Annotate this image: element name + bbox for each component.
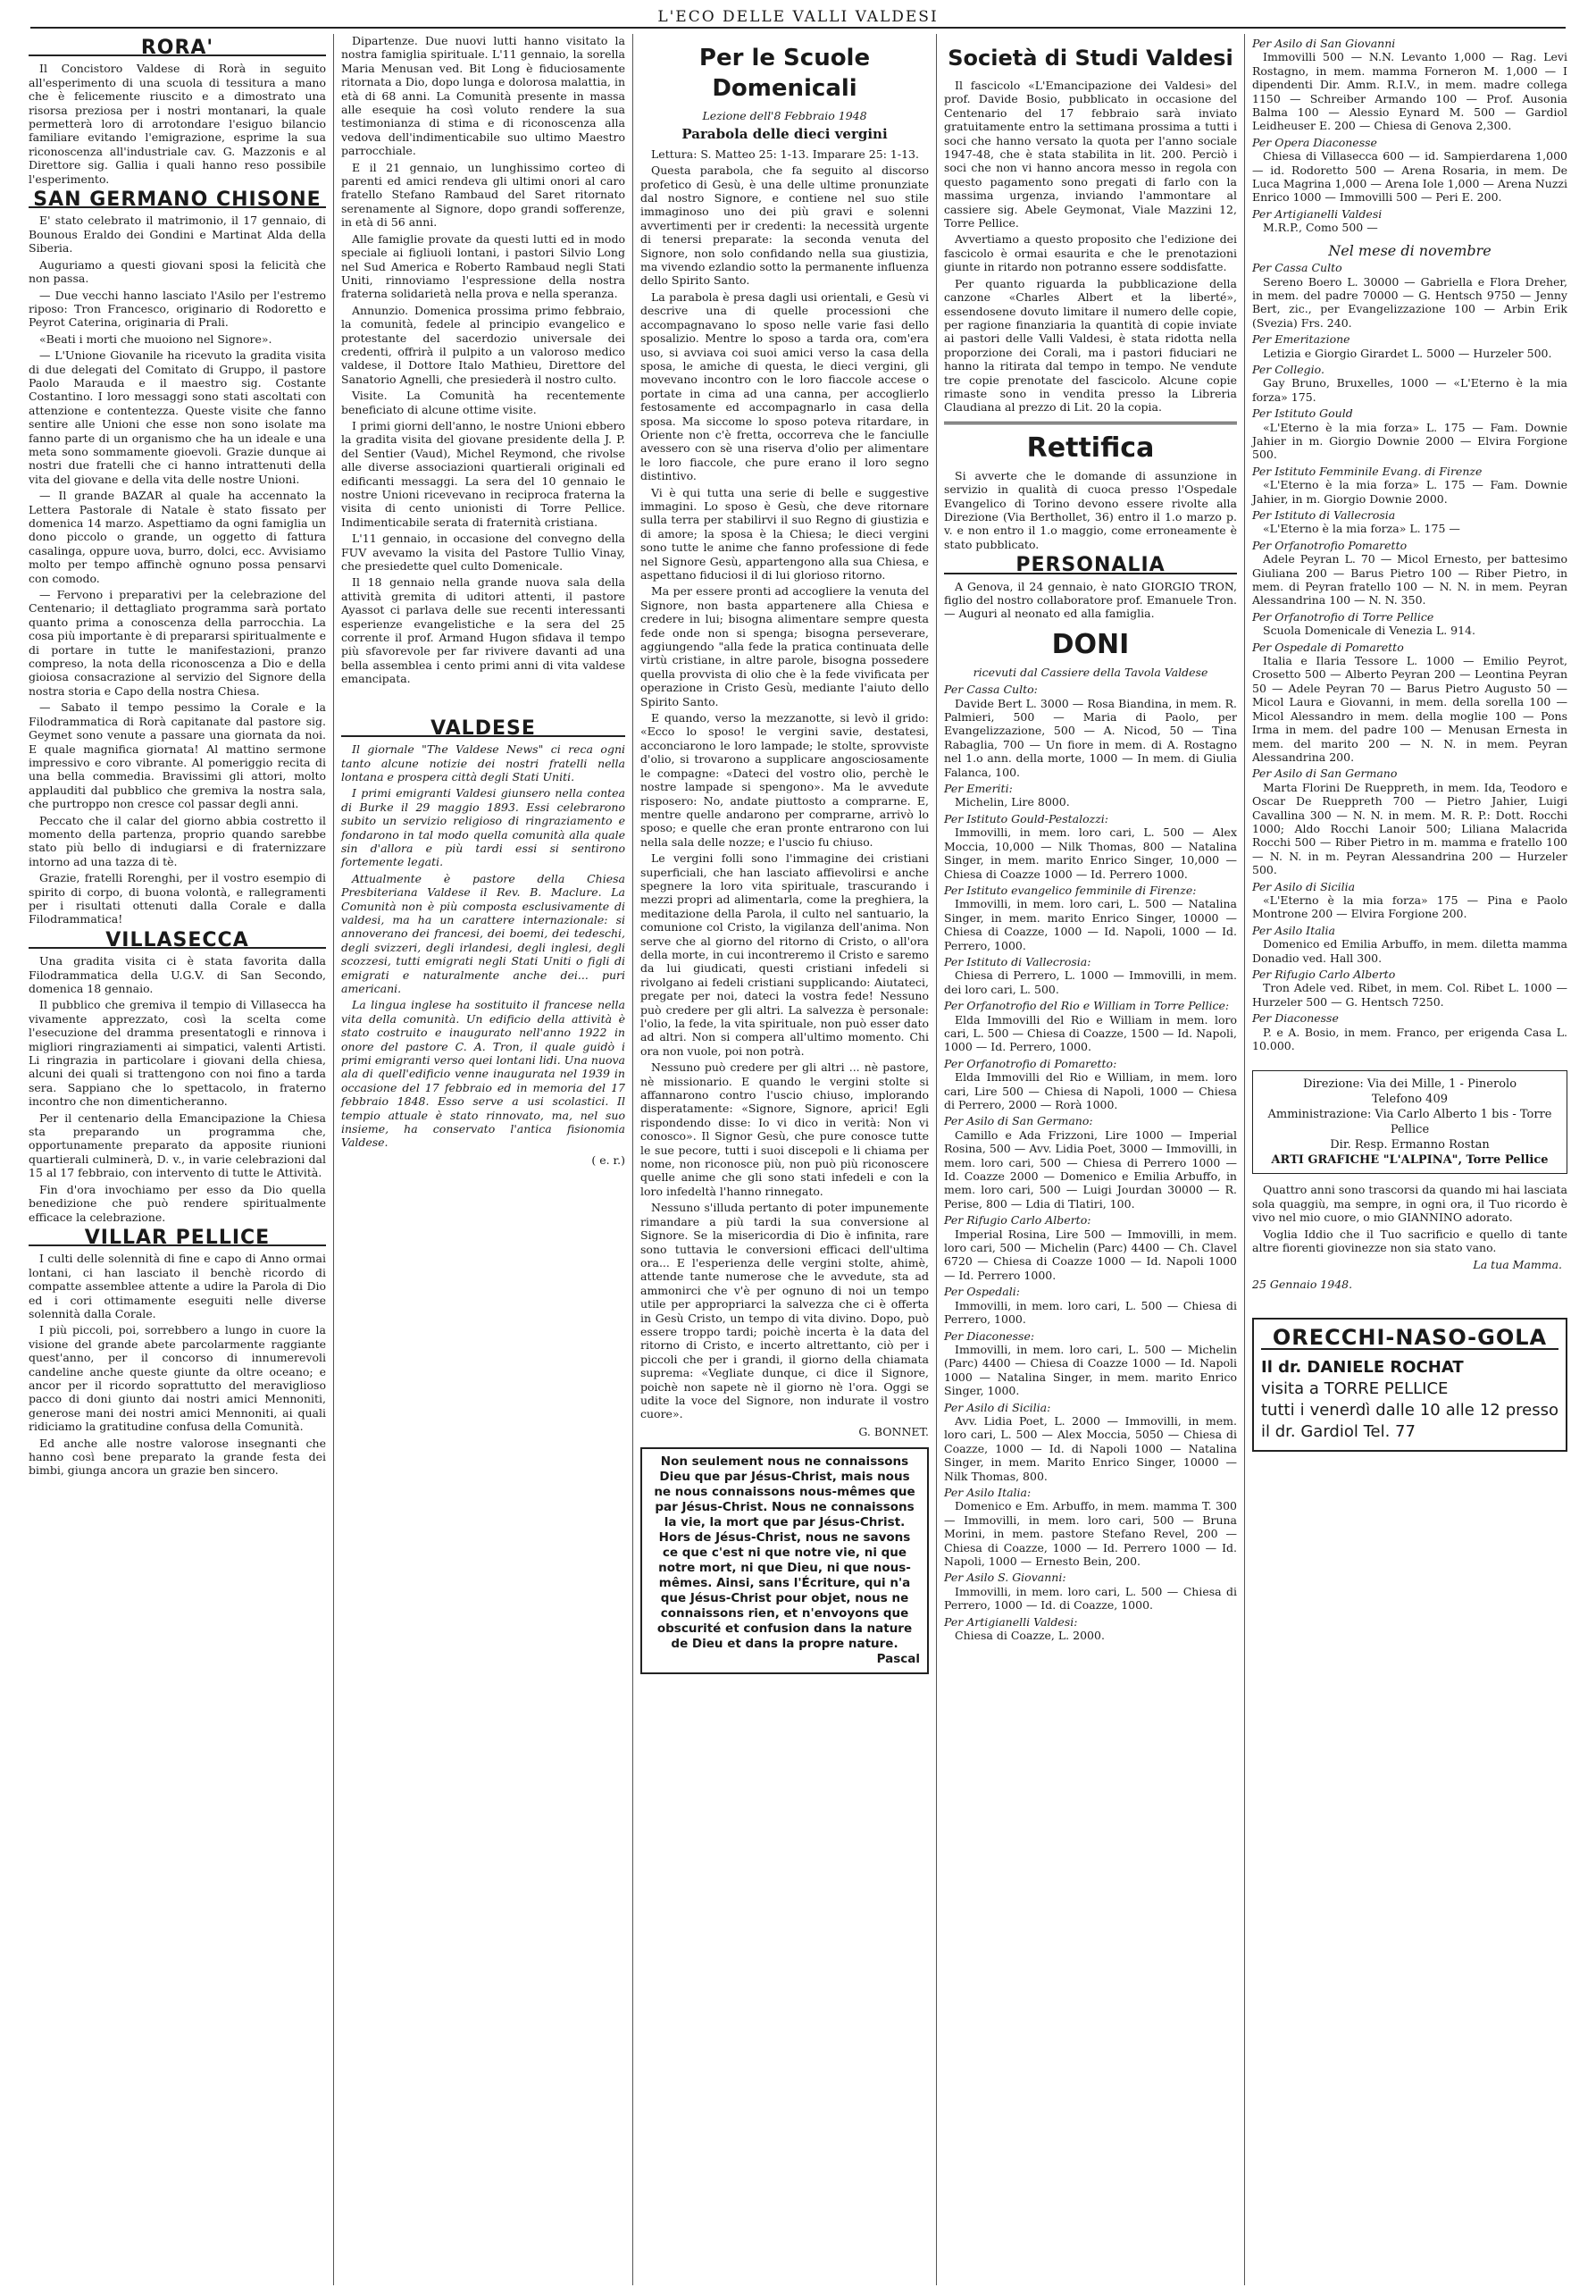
- donation-list: Imperial Rosina, Lire 500 — Immovilli, in mem. loro cari, 500 — Michelin (Parc) 4400 — Ch. Clavel 6720 — Chiesa di Coazze 1000 — Id. Napoli 1000 — Id. Perrero 1000.: [944, 1227, 1237, 1282]
- donation-list: Chiesa di Perrero, L. 1000 — Immovilli, in mem. dei loro cari, L. 500.: [944, 968, 1237, 996]
- pascal-author: Pascal: [876, 1652, 920, 1667]
- donation-list: Immovilli 500 — N.N. Levanto 1,000 — Rag. Levi Rostagno, in mem. mamma Forneron M. 1,000 — I dipendenti Dir. Amm. R.I.V., in mem. madre collega 1150 — Schreiber Armando 100 — Prof. Ausonia Balma 100 — Alessio Eynard M. 500 — Gardiol Leidheuser E. 200 — Chiesa di Genova 2,300.: [1252, 50, 1567, 133]
- donation-category: Per Diaconesse: [1252, 1011, 1339, 1026]
- donation-list: Camillo e Ada Frizzoni, Lire 1000 — Imperial Rosina, 500 — Avv. Lidia Poet, 3000 — Immovilli, in mem. loro cari, 500 — Chiesa di Perrero 1000 — Id. Coazze 2000 — Domenico e Emilia Arbuffo, in mem. loro cari, 500 — Luigi Jourdan 30000 — R. Perise, 800 — Ldia di Tlatiri, 100.: [944, 1127, 1237, 1211]
- paragraph: — Sabato il tempo pessimo la Corale e la Filodrammatica di Rorà capitanate dal pastore sig. Geymet sono venute a passare una giornata da noi. E quale magnifica giornata! Al mattino sermone impressivo e coro vibrante. Al pomeriggio recita di una bella commedia. Bravissimi gli attori, molto applauditi dal pubblico che gremiva la nostra sala, che purtroppo non cresce col passar degli anni.: [29, 700, 326, 811]
- villarpellice-heading: VILLAR PELLICE: [29, 1231, 326, 1246]
- villasecca-body: [29, 954, 326, 1224]
- paragraph: I primi emigranti Valdesi giunsero nella contea di Burke il 29 maggio 1893. Essi celebrarono subito un servizio religioso di ringraziamento e fondarono in tal modo quella comunità alla quale sin d'allora e più tardi essi si sentirono fortemente legati.: [341, 786, 625, 869]
- lesson-author: G. BONNET.: [858, 1424, 929, 1438]
- sangermano-heading: SAN GERMANO CHISONE: [29, 193, 326, 208]
- donation-list: Michelin, Lire 8000.: [955, 795, 1070, 809]
- paragraph: Ma per essere pronti ad accogliere la venuta del Signore, non basta appartenere alla Chiesa e credere in lui; bisogna alimentare sempre questa fede onde non si spenga; bisogna perseverare, aggiungendo "alla fede la pratica continuata delle virtù cristiane, in altre parole, bisogna possedere quella provvista di olio che è la fede vivificata per operazione in Cristo Gesù, mediante l'aiuto dello Spirito Santo.: [640, 584, 929, 708]
- paragraph: Il pubblico che gremiva il tempio di Villasecca ha vivamente apprezzato, così la scelta come l'esecuzione del dramma presentatogli e rinnova i migliori ringraziamenti ai simpatici, valenti Artisti. Li ringrazia in particolare i giovani della chiesa, alcuni dei quali si trattengono con noi fino a tarda sera. Sappiano che lo spettacolo, in fraterno incontro che non dimenticheranno.: [29, 998, 326, 1109]
- paragraph: Il fascicolo «L'Emancipazione dei Valdesi» del prof. Davide Bosio, pubblicato in occasione del Centenario del 17 febbraio sarà inviato gratuitamente entro la settimana prossima a tutti i soci che hanno versato la quota per l'anno sociale 1947-48, che è stata stabilita in lit. 200. Perciò i soci che non vi hanno ancora messo in regola con questo pagamento sono pregati di farlo con la massima urgenza, inviando l'ammontare al cassiere sig. Abele Geymonat, Viale Mazzini 12, Torre Pellice.: [944, 79, 1237, 230]
- paragraph: Fin d'ora invochiamo per esso da Dio quella benedizione che può rendere spiritualmente efficace la celebrazione.: [29, 1182, 326, 1224]
- donation-category: Per Istituto Gould-Pestalozzi:: [944, 811, 1108, 825]
- column-4: [937, 34, 1245, 2285]
- donations-top: [1252, 37, 1567, 235]
- donation-category: Per Asilo di San Germano:: [944, 1114, 1093, 1128]
- paragraph: Annunzio. Domenica prossima primo febbraio, la comunità, fedele al principio evangelico e protestante del sacerdozio universale dei credenti, offrirà il pulpito a un valoroso medico valdese, il Dottore Italo Mathieu, Direttore del Sanatorio Agnelli, che presiederà il nostro culto.: [341, 303, 625, 386]
- personalia-heading: PERSONALIA: [944, 558, 1237, 574]
- lesson-reading: Lettura: S. Matteo 25: 1-13. Imparare 25: 1-13.: [651, 147, 919, 161]
- paragraph: E' stato celebrato il matrimonio, il 17 gennaio, di Bounous Eraldo dei Gondini e Martinat Alda della Siberia.: [29, 214, 326, 256]
- pascal-quote: Non seulement nous ne connaissons Dieu que par Jésus-Christ, mais nous ne nous connaissons nous-mêmes que par Jésus-Christ. Nous ne connaissons la vie, la mort que par Jésus-Christ. Hors de Jésus-Christ, nous ne savons ce que c'est ni que notre vie, ni que notre mort, ni que Dieu, ni que nous-mêmes. Ainsi, sans l'Écriture, qui n'a que Jésus-Christ pour objet, nous ne connaissons rien, et n'envoyons que obscurité et confusion dans la nature de Dieu et dans la propre nature.: [654, 1454, 915, 1652]
- valdese-heading: VALDESE: [341, 722, 625, 737]
- donation-category: Per Artigianelli Valdesi:: [944, 1614, 1078, 1629]
- donation-category: Per Asilo S. Giovanni:: [944, 1571, 1066, 1585]
- paragraph: E il 21 gennaio, un lunghissimo corteo di parenti ed amici rendeva gli ultimi onori al caro fratello Stefano Rambaud del Saret ritornato serenamente al Signore, dopo grandi sofferenze, in età di 56 anni.: [341, 160, 625, 230]
- paragraph: — L'Unione Giovanile ha ricevuto la gradita visita di due delegati del Comitato di Gruppo, il pastore Paolo Marauda e il maestro sig. Costante Costantino. I loro messaggi sono stati ascoltati con attenzione e contentezza. Queste visite che fanno sentire alle Unioni che esse non sono isolate ma fanno parte di un organismo che ha un ideale e una meta sono sommamente gioevoli. Grazie dunque ai nostri due fratelli che ci hanno intrattenuti della vita del giovane e della vita delle nostre Unioni.: [29, 348, 326, 486]
- donation-list: P. e A. Bosio, in mem. Franco, per erigenda Casa L. 10.000.: [1252, 1025, 1567, 1053]
- ad-doctor: Il dr. DANIELE ROCHAT: [1261, 1358, 1464, 1378]
- donation-category: Per Istituto di Vallecrosia:: [944, 954, 1091, 968]
- donation-category: Per Cassa Culto: [1252, 261, 1342, 275]
- printer: ARTI GRAFICHE "L'ALPINA", Torre Pellice: [1271, 1153, 1549, 1168]
- donation-category: Per Istituto evangelico femminile di Firenze:: [944, 883, 1197, 897]
- ad-title: ORECCHI-NASO-GOLA: [1261, 1327, 1558, 1350]
- donation-category: Per Istituto Gould: [1252, 406, 1353, 421]
- column-1: [21, 34, 334, 2285]
- donation-list: Gay Bruno, Bruxelles, 1000 — «L'Eterno è la mia forza» 175.: [1252, 376, 1567, 404]
- villar-continued-body: [341, 34, 625, 686]
- donation-list: «L'Eterno è la mia forza» L. 175 —: [1263, 522, 1460, 536]
- column-3: [633, 34, 937, 2285]
- valdese-author: ( e. r.): [591, 1152, 625, 1167]
- donation-list: Letizia e Giorgio Girardet L. 5000 — Hurzeler 500.: [1263, 346, 1552, 360]
- paragraph: Avvertiamo a questo proposito che l'edizione dei fascicolo è ormai esaurita e che le prenotazioni giunte in ritardo non potranno essere soddisfatte.: [944, 232, 1237, 274]
- donation-category: Per Opera Diaconesse: [1252, 135, 1377, 149]
- memorial-text: Quattro anni sono trascorsi da quando mi hai lasciata sola quaggiù, ma sempre, in ogni ora, il Tuo ricordo è vivo nel mio cuore, o mio GIANNINO adorato.: [1252, 1183, 1567, 1225]
- rora-heading: RORA': [29, 41, 326, 56]
- donation-list: Sereno Boero L. 30000 — Gabriella e Flora Dreher, in mem. del padre 70000 — G. Hentsch 9750 — Jenny Bert, zic., per Evangelizzazione 100 — Arbin Erik (Svezia) Frs. 240.: [1252, 274, 1567, 330]
- donation-list: Domenico e Em. Arbuffo, in mem. mamma T. 300 — Immovilli, in mem. loro cari, 500 — Bruna Morini, in mem. pastore Stefano Revel, 200 — Chiesa di Coazze, 1000 — Id. Perrero 1000 — Id. Napoli, 1000 — Ernesto Bein, 200.: [944, 1499, 1237, 1568]
- donation-category: Per Artigianelli Valdesi: [1252, 206, 1383, 221]
- lesson-date: Lezione dell'8 Febbraio 1948: [702, 109, 867, 122]
- paragraph: Ed anche alle nostre valorose insegnanti che hanno così bene preparato la grande festa dei bimbi, giunga ancora un grazie ben sincero.: [29, 1436, 326, 1478]
- donation-category: Per Istituto di Vallecrosia: [1252, 508, 1396, 522]
- divider: [944, 422, 1237, 424]
- column-5: [1245, 34, 1575, 2285]
- donation-category: Per Orfanotrofio del Rio e William in Torre Pellice:: [944, 999, 1230, 1013]
- donation-list: Adele Peyran L. 70 — Micol Ernesto, per battesimo Giuliana 200 — Barus Pietro 100 — Riber Pietro, in mem. di Peyran fratello 100 — N. N. in mem. Peyran Alessandrina 100 — N. N. 350.: [1252, 552, 1567, 608]
- donation-list: Chiesa di Coazze, L. 2000.: [955, 1629, 1105, 1643]
- memorial-date: 25 Gennaio 1948.: [1252, 1277, 1353, 1291]
- donation-list: M.R.P., Como 500 —: [1263, 221, 1378, 235]
- paragraph: I culti delle solennità di fine e capo di Anno ormai lontani, ci han lasciato il benchè ricordo di compatte assemblee attente a udire la Parola di Dio ed i cori ottimamente eseguiti nelle diverse solennità dalla Corale.: [29, 1252, 326, 1320]
- paragraph: Il Concistoro Valdese di Rorà in seguito all'esperimento di una scuola di tessitura a mano che è felicemente riuscito e a dimostrato una risorsa preziosa per i nostri montanari, la quale permetterà loro di arrotondare l'esiguo bilancio familiare evitando l'emigrazione, esprime la sua riconoscenza all'industriale cav. G. Mazzonis e al Direttore sig. Gallia i quali hanno reso possibile l'esperimento.: [29, 62, 326, 186]
- ent-advert: [1252, 1318, 1567, 1452]
- ad-line-1: visita a TORRE PELLICE: [1261, 1379, 1449, 1399]
- memorial-text-2: Voglia Iddio che il Tuo sacrificio e quello di tante altre fiorenti giovinezze non sia stato vano.: [1252, 1227, 1567, 1255]
- donation-list: «L'Eterno è la mia forza» L. 175 — Fam. Downie Jahier in m. Giorgio Downie 2000 — Elvira Forgione 500.: [1252, 420, 1567, 462]
- valdese-body: [341, 742, 625, 1150]
- donation-category: Per Orfanotrofio di Pomaretto:: [944, 1056, 1117, 1070]
- paragraph: Per il centenario della Emancipazione la Chiesa sta preparando un programma che, opportunamente preparato da apposite riunioni quartierali culminerà, D. v., in varie celebrazioni dal 15 al 17 febbraio, con intervento di tutte le Attività.: [29, 1110, 326, 1180]
- paragraph: Il giornale "The Valdese News" ci reca ogni tanto alcune notizie dei nostri fratelli nella lontana e prospera città degli Stati Uniti.: [341, 742, 625, 783]
- donation-list: Immovilli, in mem. loro cari, L. 500 — Michelin (Parc) 4400 — Chiesa di Coazze 1000 — Id. Napoli 1000 — Natalina Singer, in mem. marito Enrico Singer, 1000.: [944, 1342, 1237, 1398]
- donation-category: Per Diaconesse:: [944, 1328, 1035, 1343]
- paragraph: — Fervono i preparativi per la celebrazione del Centenario; il dettagliato programma sarà portato quanto prima a conoscenza della parrocchia. La cosa più importante è di prepararsi spiritualmente e di portare in tutte le manifestazioni, pranzo compreso, la nota della riconoscenza a Dio e della gioiosa consacrazione al servizio del Signore della nostra storia e Capo della nostra Chiesa.: [29, 588, 326, 698]
- donation-list: Immovilli, in mem. loro cari, L. 500 — Natalina Singer, in mem. marito Enrico Singer, 10000 — Chiesa di Coazze, 1000 — Id. Napoli, 1000 — Id. Perrero, 1000.: [944, 897, 1237, 952]
- donation-category: Per Cassa Culto:: [944, 683, 1038, 697]
- paragraph: «Beati i morti che muoiono nel Signore».: [39, 331, 272, 346]
- society-body: [944, 79, 1237, 415]
- paragraph: Il 18 gennaio nella grande nuova sala della attività gremita di uditori attenti, il pastore Ayassot ci parlava delle sue recenti interessanti esperienze evangelistiche e la sera del 25 corrente il prof. Armand Hugon sfidava il tempo più sfavorevole per far rivivere davanti ad una bella assemblea i cento primi anni di vita valdese emancipata.: [341, 575, 625, 686]
- donation-list: Elda Immovilli del Rio e William in mem. loro cari, L. 500 — Chiesa di Coazze, 1500 — Id. Napoli, 1000 — Id. Perrero, 1000.: [944, 1012, 1237, 1054]
- villarpellice-body: [29, 1252, 326, 1478]
- paragraph: Attualmente è pastore della Chiesa Presbiteriana Valdese il Rev. B. Maclure. La Comunità non è più composta esclusivamente di valdesi, ma ha un carattere internazionale: si annoverano dei francesi, dei boemi, dei tedeschi, degli svizzeri, degli irlandesi, degli inglesi, degli scozzesi, tutti emigrati negli Stati Uniti o figli di emigrati e naturalmente anche dei... puri americani.: [341, 871, 625, 995]
- sunday-school-heading: Per le Scuole Domenicali: [698, 45, 871, 102]
- donation-list: Italia e Ilaria Tessore L. 1000 — Emilio Peyrot, Crosetto 500 — Alberto Peyran 200 — Leontina Peyran 50 — Adele Peyran 70 — Barus Pietro Augusto 50 — Micol Laura e Giovanni, in mem. della sorella 100 — Micol Alessandro in mem. della moglie 100 — Pons Irma in mem. del padre 100 — Menusan Ernesta in mem. del marito 200 — N. N. in mem. Peyran Alessandrina 200.: [1252, 654, 1567, 764]
- paragraph: — Due vecchi hanno lasciato l'Asilo per l'estremo riposo: Tron Francesco, originario di Rodoretto e Peyrot Caterina, originaria di Prali.: [29, 288, 326, 330]
- lesson-title: Parabola delle dieci vergini: [681, 126, 888, 143]
- donation-category: Per Emeritazione: [1252, 332, 1350, 347]
- donation-category: Per Orfanotrofio di Torre Pellice: [1252, 609, 1434, 624]
- ad-line-2: tutti i venerdì dalle 10 alle 12 presso il dr. Gardiol Tel. 77: [1261, 1401, 1558, 1442]
- donation-list: Scuola Domenicale di Venezia L. 914.: [1263, 624, 1476, 638]
- donation-category: Per Asilo di San Germano: [1252, 767, 1398, 781]
- donation-list: Davide Bert L. 3000 — Rosa Biandina, in mem. R. Palmieri, 500 — Maria di Paolo, per Evangelizzazione, 500 — A. Nicod, 50 — Tina Rabaglia, 700 — Un fiore in mem. di A. Rostagno nel 1.o ann. della morte, 1000 — In mem. di Giulia Falanca, 100.: [944, 696, 1237, 779]
- paragraph: I più piccoli, poi, sorrebbero a lungo in cuore la visione del grande abete parcolarmente raggiante quest'anno, per il concorso di innumerevoli candeline anche queste giunte da oltre oceano; e ancor per il ricordo soprattutto del meraviglioso pacco di doni giunto dai nostri amici Mennoniti, generose mani dei nostri amici Mennoniti, ai quali ridiciamo la gratitudine confusa della Comunità.: [29, 1323, 326, 1434]
- donation-category: Per Asilo di San Giovanni: [1252, 37, 1396, 50]
- rora-body: [29, 62, 326, 186]
- donation-category: Per Ospedale di Pomaretto: [1252, 640, 1404, 654]
- column-2: [334, 34, 633, 2285]
- donation-list: Chiesa di Villasecca 600 — id. Sampierdarena 1,000 — id. Rodoretto 500 — Arena Rosaria, in mem. De Luca Magrina 1,000 — Arena Iole 1,000 — Arena Nuzzi Enrico 1000 — Immovilli 500 — Peri E. 200.: [1252, 149, 1567, 205]
- paragraph: Grazie, fratelli Rorenghi, per il vostro esempio di spirito di corpo, di buona volontà, e rallegramenti per i risultati ottenuti dalla Corale e dalla Filodrammatica!: [29, 871, 326, 926]
- doni-heading: DONI: [1051, 628, 1130, 660]
- donation-list: Immovilli, in mem. loro cari, L. 500 — Alex Moccia, 10,000 — Nilk Thomas, 800 — Natalina Singer, in mem. marito Enrico Singer, 10,000 — Chiesa di Coazze 1000 — Id. Perrero 1000.: [944, 825, 1237, 881]
- paragraph: Nessuno s'illuda pertanto di poter impunemente rimandare a più tardi la sua conversione al Signore. Se la misericordia di Dio è infinita, rare sono tuttavia le conversioni efficaci dell'ultima ora... E l'esperienza delle vergini stolte, ahimè, attende tante numerose che le avvedute, sta ad ammonirci che v'è per ognuno di noi un tempo utile per appropriarci la salvezza che ci è offerta in Gesù Cristo, un tempo di vita divino. Dopo, può essere troppo tardi; poichè incerta è la data del ritorno di Cristo, e incerto altrettanto, ciò per i piccoli che per i grandi, il giorno della chiamata suprema: «Vegliate dunque, ci dice il Signore, poichè non sapete nè il giorno nè l'ora. Oggi se udite la voce del Signore, non indurate il vostro cuore».: [640, 1201, 929, 1421]
- paragraph: E quando, verso la mezzanotte, si levò il grido: «Ecco lo sposo! le vergini savie, destatesi, acconciarono le loro lampade; le stolte, sprovviste d'olio, si trovarono a supplicare angosciosamente le compagne: «Dateci del vostro olio, perchè le nostre lampade si spengono». Ma le avvedute risposero: No, andate piuttosto a comprarne. E, mentre quelle andarono per comprarne, arrivò lo sposo; e quelle che eran pronte entrarono con lui nella sala delle nozze; e l'uscio fu chiuso.: [640, 711, 929, 849]
- donation-category: Per Emeriti:: [944, 782, 1013, 796]
- donation-category: Per Collegio.: [1252, 362, 1324, 376]
- donation-list: Tron Adele ved. Ribet, in mem. Col. Ribet L. 1000 — Hurzeler 500 — G. Hentsch 7250.: [1252, 981, 1567, 1009]
- paragraph: La lingua inglese ha sostituito il francese nella vita della comunità. Un edificio della attività è stato costruito e inaugurato nell'anno 1922 in onore del pastore C. A. Tron, il quale guidò i primi emigranti verso quei lontani lidi. Una nuova ala di quell'edificio venne inaugurata nel 1939 in occasione del 17 febbraio ed in memoria del 17 febbraio 1848. Esso serve a usi scolastici. Il tempio attuale è stato rinnovato, ma, nel suo insieme, ha conservato l'antica fisionomia Valdese.: [341, 998, 625, 1150]
- rettifica-heading: Rettifica: [1026, 432, 1155, 464]
- donation-category: Per Asilo di Sicilia:: [944, 1400, 1051, 1414]
- paragraph: Peccato che il calar del giorno abbia costretto il momento della partenza, proprio quando sarebbe stato più bello di indugiarsi e di fraternizzare intorno ad una tazza di tè.: [29, 813, 326, 868]
- paragraph: I primi giorni dell'anno, le nostre Unioni ebbero la gradita visita del giovane presidente della J. P. del Sentier (Vaud), Michel Reymond, che rivolse alle diverse associazioni quartierali originali ed edificanti messaggi. La sera del 10 gennaio le nostre Unioni ricevevano in reciproca fraterna la visita di cento unionisti di Torre Pellice. Indimenticabile serata di fraternità cristiana.: [341, 418, 625, 529]
- donation-category: Per Rifugio Carlo Alberto:: [944, 1213, 1091, 1228]
- donation-category: Per Asilo Italia:: [944, 1485, 1032, 1499]
- donation-category: Per Asilo di Sicilia: [1252, 879, 1356, 893]
- memorial-signature: La tua Mamma.: [1473, 1258, 1562, 1272]
- donation-category: Per Orfanotrofio Pomaretto: [1252, 538, 1408, 552]
- donation-category: Per Rifugio Carlo Alberto: [1252, 968, 1396, 981]
- donation-category: Per Istituto Femminile Evang. di Firenze: [1252, 464, 1483, 478]
- donation-list: Immovilli, in mem. loro cari, L. 500 — Chiesa di Perrero, 1000.: [944, 1298, 1237, 1327]
- paragraph: Dipartenze. Due nuovi lutti hanno visitato la nostra famiglia spirituale. L'11 gennaio, la sorella Maria Menusan ved. Bit Long è fiduciosamente ritornata a Dio, dopo lunga e dolorosa malattia, in età di 68 anni. La Comunità presente in massa alle esequie ha così voluto rendere la sua testimonianza di stima e di riconoscenza alla vedova dell'indimenticabile suo ultimo Maestro parrocchiale.: [341, 34, 625, 158]
- society-heading: Società di Studi Valdesi: [948, 46, 1233, 71]
- donation-list: Marta Florini De Rueppreth, in mem. Ida, Teodoro e Oscar De Rueppreth 700 — Pietro Jahier, Luigi Cavallina 300 — N. N. in mem. M. R. P.: Dott. Rocchi 1000; Aldo Rocchi Lanoir 500; Liliana Malacrida Rocchi 500 — Riber Pietro in m. mamma e fratello 100 — N. N. in m. Peyran Alessandrina 200 — Hurzeler 500.: [1252, 780, 1567, 877]
- paragraph: Alle famiglie provate da questi lutti ed in modo speciale ai figliuoli lontani, i pastori Silvio Long nel Sud America e Roberto Rambaud negli Stati Uniti, rinnoviamo l'espressione della nostra fraterna solidarietà nella prova e nella speranza.: [341, 231, 625, 301]
- paragraph: La parabola è presa dagli usi orientali, e Gesù vi descrive una di quelle processioni che accompagnavano lo sposo nelle varie fasi dello sposalizio. Mentre lo sposo a tarda ora, com'era uso, si avviava coi suoi amici verso la casa della sposa, le amiche di questa, le dieci vergini, gli movevano incontro con le loro fiaccole accese o portate in cima ad una canna, per accoglierlo festosamente ed accompagnarlo in casa della sposa. Ma siccome lo sposo poteva ritardare, in Oriente non c'è fretta, occorreva che le fanciulle avessero con sè una riserva d'olio per alimentare le loro fiaccole, che pure erano il loro segno distintivo.: [640, 289, 929, 483]
- villasecca-heading: VILLASECCA: [29, 934, 326, 949]
- rettifica-body: Si avverte che le domande di assunzione in servizio in qualità di cuoca presso l'Ospedale Evangelico di Torino devono essere rivolte alla Direzione (Via Berthollet, 36) entro il 1.o marzo p. v. e non entro il 1.o maggio, come erroneamente è stato pubblicato.: [944, 468, 1237, 551]
- paragraph: Questa parabola, che fa seguito al discorso profetico di Gesù, è una delle ultime pronunziate dal nostro Signore, e contiene nel suo stile immaginoso uno dei più gravi e solenni avvertimenti per ir credenti: la necessità urgente di tenersi preparate: la seconda venuta del Signore, non solo confidando nella sua giustizia, ma vivendo ezlandio sotto la permanente influenza dello Spirito Santo.: [640, 163, 929, 288]
- paragraph: Auguriamo a questi giovani sposi la felicità che non passa.: [29, 257, 326, 286]
- pascal-quote-box: [640, 1447, 929, 1674]
- lesson-body: [640, 163, 929, 1421]
- amministrazione: Amministrazione: Via Carlo Alberto 1 bis - Torre Pellice: [1267, 1108, 1552, 1137]
- direzione: Direzione: Via dei Mille, 1 - Pinerolo: [1302, 1077, 1517, 1092]
- telefono: Telefono 409: [1372, 1093, 1448, 1107]
- personalia-body: A Genova, il 24 gennaio, è nato GIORGIO TRON, figlio del nostro collaboratore prof. Emanuele Tron. — Auguri al neonato ed alla famiglia.: [944, 579, 1237, 621]
- donation-category: Per Asilo Italia: [1252, 923, 1335, 937]
- donation-list: «L'Eterno è la mia forza» 175 — Pina e Paolo Montrone 200 — Elvira Forgione 200.: [1252, 892, 1567, 921]
- paragraph: Una gradita visita ci è stata favorita dalla Filodrammatica della U.G.V. di San Secondo, domenica 18 gennaio.: [29, 954, 326, 995]
- masthead: L'ECO DELLE VALLI VALDESI: [30, 9, 1566, 29]
- direttore: Dir. Resp. Ermanno Rostan: [1330, 1138, 1490, 1152]
- sangermano-body: [29, 214, 326, 926]
- donation-list: Domenico ed Emilia Arbuffo, in mem. diletta mamma Donadio ved. Hall 300.: [1252, 937, 1567, 965]
- columns: [21, 34, 1575, 2285]
- doni-list: [944, 683, 1237, 1642]
- paragraph: Vi è qui tutta una serie di belle e suggestive immagini. Lo sposo è Gesù, che deve ritornare sulla terra per stabilirvi il suo Regno di giustizia e di amore; la sposa è la Chiesa; le dieci vergini sono tutte le anime che fanno professione di fede nel Signore Gesù, appartengono alla sua Chiesa, e aspettano fiduciosi il di lui glorioso ritorno.: [640, 485, 929, 582]
- donation-list: Elda Immovilli del Rio e William, in mem. loro cari, Lire 500 — Chiesa di Napoli, 1000 — Chiesa di Perrero, 2000 — Rorà 1000.: [944, 1070, 1237, 1111]
- donation-list: Immovilli, in mem. loro cari, L. 500 — Chiesa di Perrero, 1000 — Id. di Coazze, 1000.: [944, 1584, 1237, 1613]
- paragraph: Le vergini folli sono l'immagine dei cristiani superficiali, che han lasciato affievolirsi e anche spegnere la loro vita spirituale, trascurando i mezzi propri ad alimentarla, come la preghiera, la meditazione della Parola, il culto nel santuario, la comunione col Cristo, la vigilanza dell'anima. Non serve che al giorno del ritorno di Cristo, o all'ora della morte, in cui incontreremo il Cristo e saremo da lui giudicati, questi cristiani infedeli si rivolgano ai fedeli cristiani supplicando: Aiutateci, pregate per noi, dateci la vostra fede! Nessuno può credere per gli altri. La salvezza è personale: l'olio, la fede, la vita spirituale, non può esser dato ad altri. Non si compera all'ultimo momento. Chi ora non vuole, poi non potrà.: [640, 851, 929, 1058]
- paragraph: L'11 gennaio, in occasione del convegno della FUV avevamo la visita del Pastore Tullio Vinay, che presiedette quel culto Domenicale.: [341, 532, 625, 574]
- paragraph: — Il grande BAZAR al quale ha accennato la Lettera Pastorale di Natale è stato fissato per domenica 14 marzo. Aspettiamo da ogni famiglia un dono piccolo o grande, un oggetto di fattura casalinga, oppure uova, burro, dolci, ecc. Avvisiamo molto per tempo affinchè ognuno possa pensarvi con comodo.: [29, 489, 326, 585]
- paragraph: Visite. La Comunità ha recentemente beneficiato di alcune ottime visite.: [341, 389, 625, 416]
- publisher-box: [1252, 1070, 1567, 1174]
- donation-category: Per Ospedali:: [944, 1285, 1020, 1299]
- paragraph: Per quanto riguarda la pubblicazione della canzone «Charles Albert et la liberté», essendosene dovuto limitare il numero delle copie, per ragione finanziaria la quantità di copie inviate ai pastori delle Valli Valdesi, è stata ridotta nella proporzione dei Corali, ma i pastori fiduciari ne hanno la ritirata dal tempo in tempo. Ne vendute tre copie prenotate del fascicolo. Alcune copie rimaste sono in vendita presso la Libreria Claudiana al prezzo di Lit. 20 la copia.: [944, 276, 1237, 415]
- donation-list: «L'Eterno è la mia forza» L. 175 — Fam. Downie Jahier, in m. Giorgio Downie 2000.: [1252, 478, 1567, 506]
- november-heading: Nel mese di novembre: [1328, 241, 1492, 259]
- donation-list: Avv. Lidia Poet, L. 2000 — Immovilli, in mem. loro cari, L. 500 — Alex Moccia, 5050 — Chiesa di Coazze, 1000 — Id. di Napoli 1000 — Natalina Singer, in mem. Marito Enrico Singer, 10000 — Nilk Thomas, 800.: [944, 1413, 1237, 1483]
- paragraph: Nessuno può credere per gli altri ... nè pastore, nè missionario. E quando le vergini stolte si affannarono contro l'uscio chiuso, implorando disperatamente: «Signore, Signore, aprici! Egli rispondendo disse: Io vi dico in verità: Non vi conosco». Il Signor Gesù, che pure conosce tutte le sue pecore, tutti i suoi discepoli e li chiama per nome, non riconosce più, non può più riconoscere quelle anime che gli sono stati infedeli e con la loro infedeltà l'hanno rinnegato.: [640, 1060, 929, 1198]
- donations-november: [1252, 261, 1567, 1052]
- doni-subtitle: ricevuti dal Cassiere della Tavola Valdese: [973, 665, 1208, 679]
